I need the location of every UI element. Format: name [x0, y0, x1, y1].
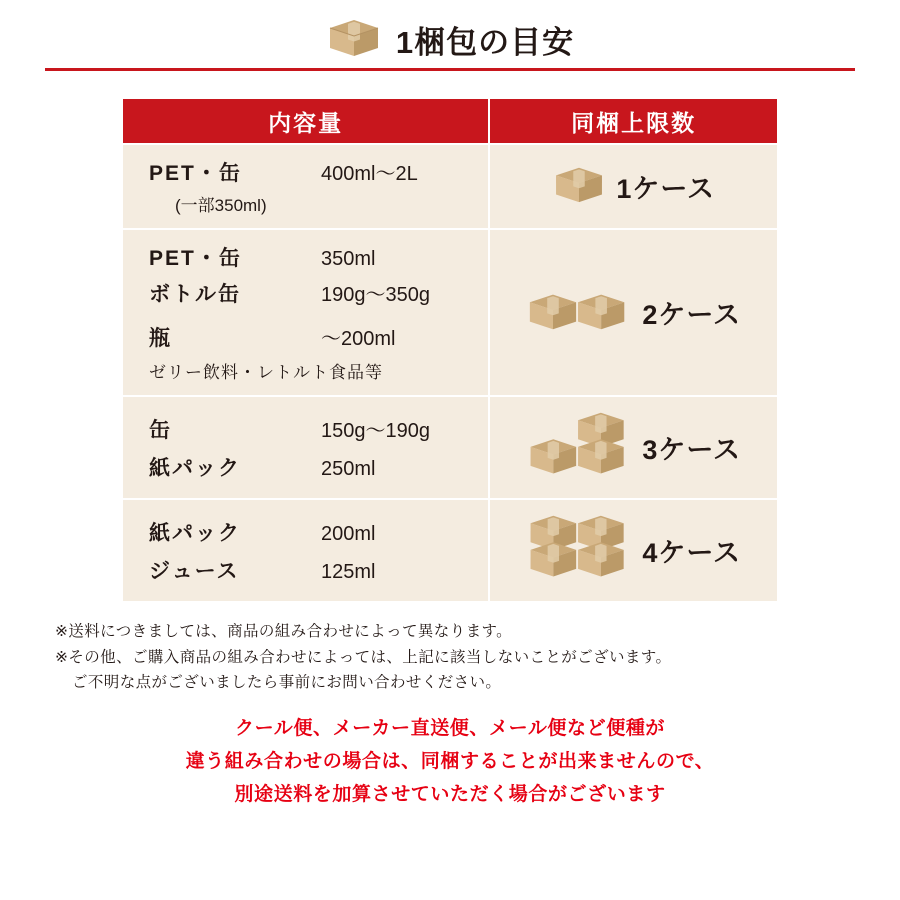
item-label: 紙パック: [149, 521, 241, 545]
footnote-shipping: ※送料につきましては、商品の組み合わせによって異なります。: [55, 623, 513, 640]
page-header: [0, 0, 900, 62]
item-label: 瓶: [149, 327, 172, 350]
item-value: 125ml: [321, 560, 376, 583]
cardboard-box-icon: [552, 162, 606, 211]
item-label: ジュース: [149, 559, 240, 583]
limit-cell: [489, 396, 778, 499]
item-label: 缶: [149, 418, 172, 442]
item-value: 250ml: [321, 457, 376, 480]
table-row: [122, 396, 778, 499]
header-divider: [45, 68, 855, 71]
volume-cell: [122, 229, 489, 396]
table-row: [122, 229, 778, 396]
volume-cell: [122, 396, 489, 499]
volume-cell: [122, 144, 489, 229]
item-label: ボトル缶: [149, 283, 241, 306]
item-note: ゼリー飲料・レトルト食品等: [149, 363, 383, 382]
warning-block: [55, 712, 845, 812]
column-header-volume: 内容量: [122, 98, 489, 144]
quantity-label: 3ケース: [642, 435, 742, 465]
item-value: 350ml: [321, 248, 376, 270]
warning-line-2: 違う組み合わせの場合は、同梱することが出来ませんので、: [185, 750, 715, 772]
quantity-label: 2ケース: [642, 300, 742, 330]
packing-table: [121, 97, 779, 603]
limit-cell: [489, 499, 778, 602]
item-value: 400ml〜2L: [321, 163, 418, 185]
cardboard-box-icon: [526, 510, 632, 591]
quantity-label: 4ケース: [642, 538, 742, 568]
limit-cell: [489, 144, 778, 229]
packing-table-wrapper: [121, 97, 779, 603]
quantity-label: 1ケース: [616, 174, 716, 204]
footnote-contact: ご不明な点がございましたら事前にお問い合わせください。: [72, 674, 502, 692]
footnote-other: ※その他、ご購入商品の組み合わせによっては、上記に該当しないことがございます。: [55, 648, 672, 666]
cardboard-box-icon: [526, 283, 632, 342]
warning-line-3: 別途送料を加算させていただく場合がございます: [234, 784, 666, 806]
warning-line-1: クール便、メーカー直送便、メール便など便種が: [234, 717, 666, 739]
item-label: PET・缶: [149, 162, 242, 185]
item-value: 190g〜350g: [321, 284, 430, 306]
table-header-row: [122, 98, 778, 144]
item-value: 〜200ml: [321, 328, 396, 350]
item-label: PET・缶: [149, 247, 242, 270]
item-subnote: (一部350ml): [175, 196, 267, 215]
limit-cell: [489, 229, 778, 396]
item-value: 150g〜190g: [321, 419, 430, 442]
footer-notes: [55, 619, 845, 811]
cardboard-box-icon: [326, 14, 382, 65]
table-row: [122, 499, 778, 602]
item-value: 200ml: [321, 522, 376, 545]
item-label: 紙パック: [149, 456, 241, 480]
column-header-limit: 同梱上限数: [489, 98, 778, 144]
table-row: [122, 144, 778, 229]
cardboard-box-icon: [526, 407, 632, 488]
volume-cell: [122, 499, 489, 602]
page-title: 1梱包の目安: [395, 24, 575, 60]
